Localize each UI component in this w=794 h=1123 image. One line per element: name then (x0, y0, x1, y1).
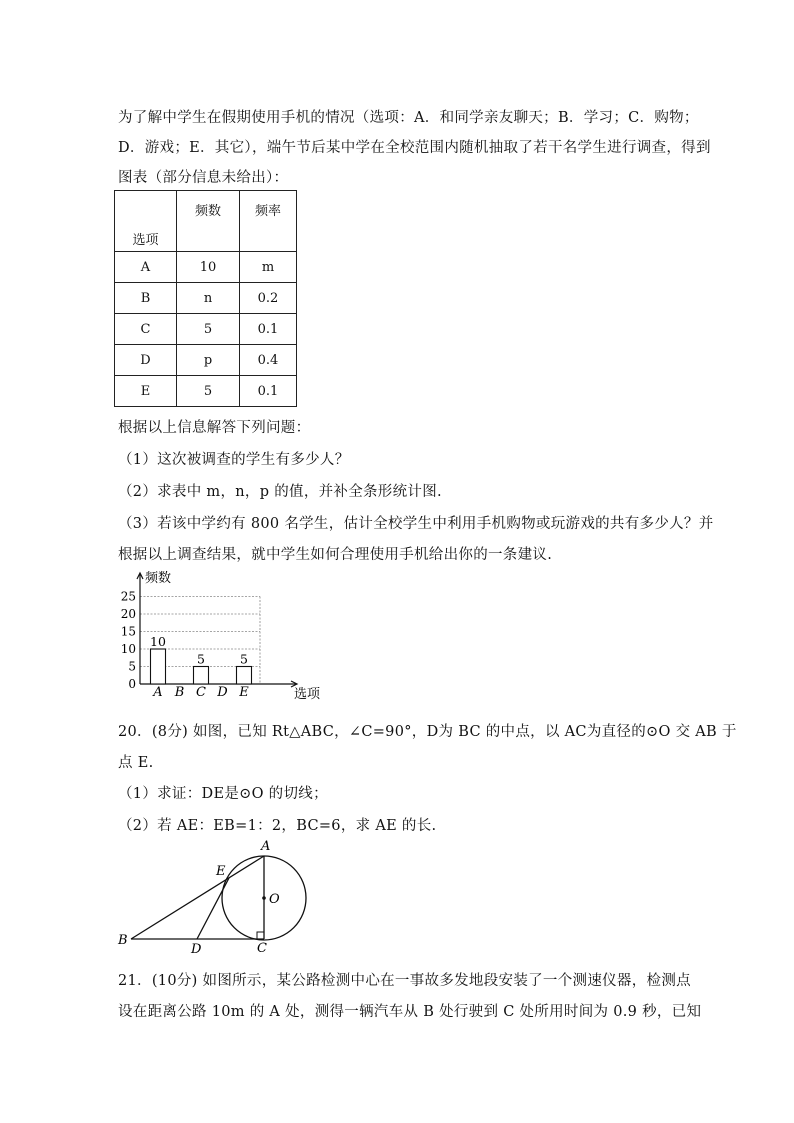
x-axis-title: 选项 (294, 687, 320, 702)
label-c: C (257, 941, 267, 954)
y-tick-label: 5 (128, 659, 136, 674)
x-tick-label: E (239, 685, 249, 700)
cell-option: E (115, 376, 177, 407)
table-row (115, 345, 297, 376)
q19-part-2: （2）求表中 m，n，p 的值，并补全条形统计图. (118, 484, 442, 500)
q19-part-3a: （3）若该中学约有 800 名学生，估计全校学生中利用手机购物或玩游戏的共有多少人？并 (118, 516, 714, 532)
q21-line-2: 设在距离公路 10m 的 A 处，测得一辆汽车从 B 处行驶到 C 处所用时间为 0.9 秒，已知 (118, 1004, 702, 1020)
bar-a (151, 649, 166, 684)
data-label: 10 (150, 634, 166, 649)
cell-option: B (115, 283, 177, 314)
q20-line-1: 20．(8分) 如图，已知 Rt△ABC，∠C=90°，D为 BC 的中点，以 AC为直径的⊙O 交 AB 于 (118, 724, 737, 740)
label-b: B (118, 933, 128, 948)
bar-chart (110, 566, 320, 706)
cell-option: D (115, 345, 177, 376)
q20-part-2: （2）若 AE：EB=1：2，BC=6，求 AE 的长. (118, 818, 437, 834)
cell-option: C (115, 314, 177, 345)
cell-count: n (177, 283, 240, 314)
cell-count: p (177, 345, 240, 376)
y-tick-label: 25 (120, 589, 136, 604)
x-tick-label: C (196, 685, 206, 700)
cell-rate: m (240, 252, 297, 283)
cell-rate: 0.4 (240, 345, 297, 376)
cell-rate: 0.1 (240, 376, 297, 407)
bar-c (194, 667, 209, 685)
header-count: 频数 (194, 204, 221, 219)
y-tick-label: 15 (120, 624, 136, 639)
label-a: A (261, 839, 271, 854)
x-tick-label: D (217, 685, 228, 700)
q21-line-1: 21．(10分) 如图所示，某公路检测中心在一事故多发地段安装了一个测速仪器，检测点 (118, 973, 691, 989)
x-tick-label: B (174, 685, 185, 700)
cell-count: 5 (177, 376, 240, 407)
table-row (115, 376, 297, 407)
y-tick-label: 20 (120, 607, 136, 621)
frequency-table (114, 190, 297, 407)
bar-e (237, 667, 252, 685)
y-tick-label: 10 (120, 642, 136, 656)
q19-part-1: （1）这次被调查的学生有多少人？ (118, 452, 350, 468)
intro-line-1: 为了解中学生在假期使用手机的情况（选项：A．和同学亲友聊天；B．学习；C．购物； (118, 110, 699, 126)
segment-ab (131, 856, 264, 939)
point-o (262, 896, 266, 900)
geometry-figure (110, 834, 330, 954)
q19-part-3b: 根据以上调查结果，就中学生如何合理使用手机给出你的一条建议. (118, 547, 553, 563)
y-tick-label: 0 (128, 677, 136, 691)
intro-line-2: D．游戏；E．其它），端午节后某中学在全校范围内随机抽取了若干名学生进行调查，得到 (118, 140, 711, 156)
x-tick-label: A (153, 685, 163, 700)
right-angle-mark (257, 932, 264, 939)
header-option: 选项 (132, 233, 159, 248)
label-e: E (216, 864, 226, 879)
q19-prompt: 根据以上信息解答下列问题： (118, 420, 311, 436)
label-o: O (269, 892, 280, 907)
y-axis-title: 频数 (145, 571, 172, 586)
table-header-row (115, 191, 297, 252)
q20-line-2: 点 E. (118, 755, 154, 771)
cell-count: 10 (177, 252, 240, 283)
cell-rate: 0.2 (240, 283, 297, 314)
data-label: 5 (240, 651, 248, 667)
label-d: D (191, 942, 202, 954)
table-row (115, 252, 297, 283)
table-row (115, 283, 297, 314)
data-label: 5 (197, 651, 205, 667)
q20-part-1: （1）求证：DE是⊙O 的切线； (118, 786, 328, 802)
cell-count: 5 (177, 314, 240, 345)
table-row (115, 314, 297, 345)
cell-rate: 0.1 (240, 314, 297, 345)
intro-line-3: 图表（部分信息未给出）： (118, 170, 289, 186)
cell-option: A (115, 252, 177, 283)
header-rate: 频率 (254, 204, 281, 219)
